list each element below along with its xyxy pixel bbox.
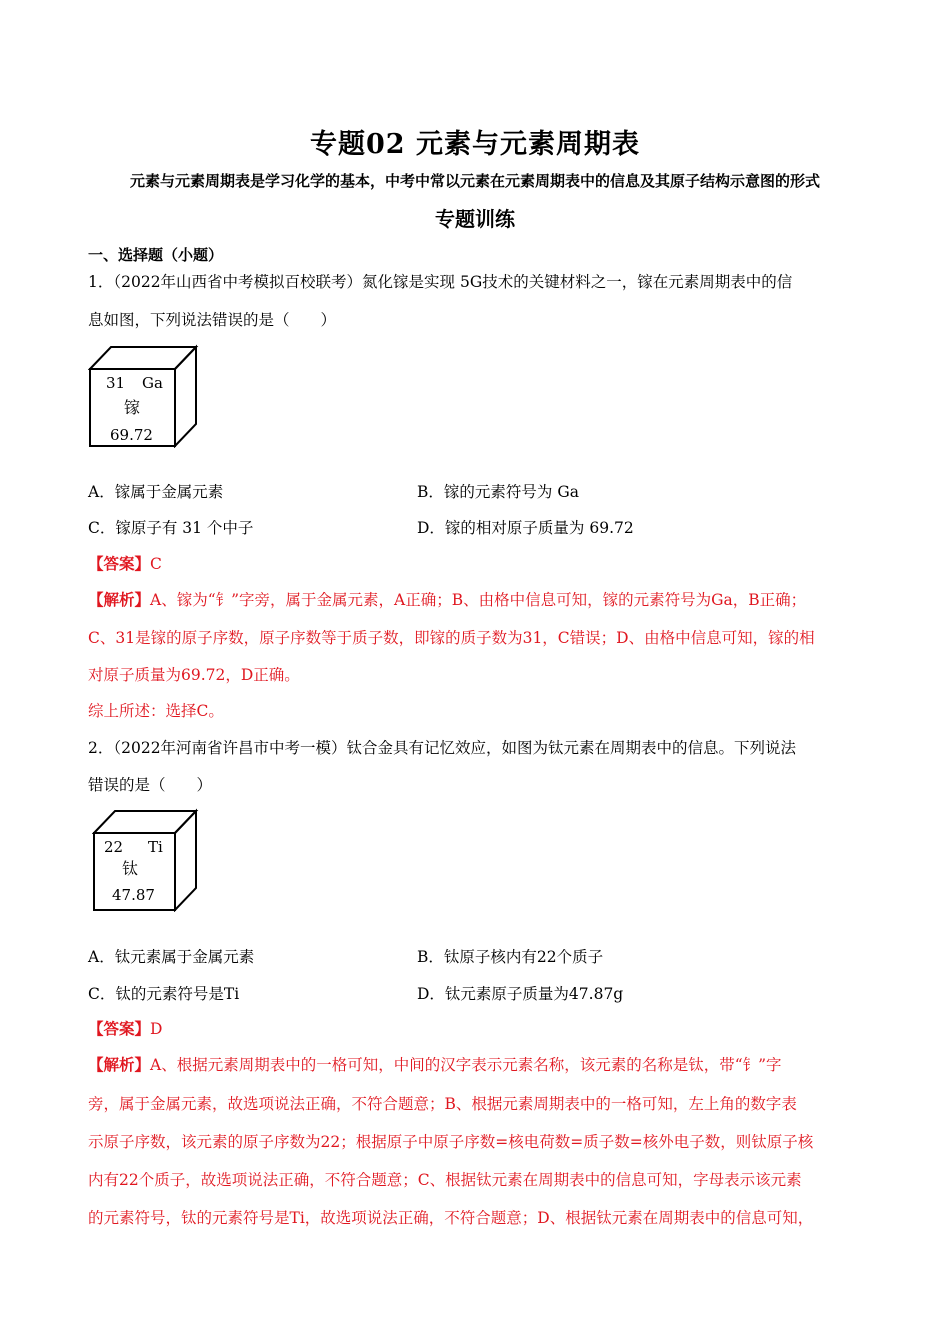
q2-tile-name: 钛: [122, 859, 139, 878]
q1-option-b: B．镓的元素符号为 Ga: [417, 483, 579, 501]
q2-analysis-line5: 的元素符号，钛的元素符号是Ti，故选项说法正确，不符合题意；D、根据钛元素在周期表中的信息可知，: [88, 1209, 814, 1227]
q2-answer-label: 【答案】: [88, 1019, 151, 1038]
q2-tile-symbol: Ti: [148, 838, 163, 856]
q2-option-c: C．钛的元素符号是Ti: [88, 985, 240, 1003]
page-subtitle: 元素与元素周期表是学习化学的基本，中考中常以元素在元素周期表中的信息及其原子结构示意图的形式: [129, 172, 820, 190]
page-title: 专题02 元素与元素周期表: [310, 129, 640, 160]
q1-answer-value: C: [150, 555, 162, 573]
q1-analysis-label: 【解析】: [88, 590, 151, 609]
q2-answer-value: D: [150, 1020, 163, 1038]
q1-answer-label: 【答案】: [88, 554, 151, 573]
q2-option-d: D．钛元素原子质量为47.87g: [417, 985, 624, 1003]
q1-option-a: A．镓属于金属元素: [88, 483, 224, 501]
q2-stem-line2: 错误的是（ ）: [88, 776, 213, 794]
q2-analysis-line2: 旁，属于金属元素，故选项说法正确，不符合题意；B、根据元素周期表中的一格可知，左上角的数字表: [88, 1095, 797, 1113]
q2-element-tile: [92, 808, 200, 916]
q1-option-c: C．镓原子有 31 个中子: [88, 519, 254, 537]
q2-option-a: A．钛元素属于金属元素: [88, 948, 255, 966]
q1-analysis-line3: 对原子质量为69.72，D正确。: [88, 666, 300, 684]
q1-tile-name: 镓: [124, 398, 141, 417]
q1-analysis-summary: 综上所述：选择C。: [88, 702, 224, 720]
q2-option-b: B．钛原子核内有22个质子: [417, 948, 604, 966]
q2-tile-number: 22: [104, 838, 124, 856]
q1-option-d: D．镓的相对原子质量为 69.72: [417, 519, 634, 537]
q1-tile-number: 31: [106, 374, 126, 392]
q1-answer: [88, 552, 162, 574]
q1-tile-symbol: Ga: [142, 374, 163, 392]
section-heading: 专题训练: [435, 207, 515, 231]
q2-answer: [88, 1017, 162, 1039]
q1-stem-line2: 息如图，下列说法错误的是（ ）: [88, 311, 337, 329]
q1-analysis-line1: 【解析】A、镓为“钅”字旁，属于金属元素，A正确；B、由格中信息可知，镓的元素符号为Ga，B正确；: [88, 590, 807, 609]
q2-tile-mass: 47.87: [112, 886, 155, 904]
q2-analysis-line4: 内有22个质子，故选项说法正确，不符合题意；C、根据钛元素在周期表中的信息可知，字母表示该元素: [88, 1171, 802, 1189]
section-label: 一、选择题（小题）: [88, 246, 224, 264]
q2-analysis-line1: 【解析】A、根据元素周期表中的一格可知，中间的汉字表示元素名称，该元素的名称是钛，带“钅”字: [88, 1055, 782, 1074]
q1-stem-line1: 1．（2022年山西省中考模拟百校联考）氮化镓是实现 5G技术的关键材料之一，镓在元素周期表中的信: [88, 273, 793, 291]
q2-analysis-line3: 示原子序数，该元素的原子序数为22；根据原子中原子序数=核电荷数=质子数=核外电子数，则钛原子核: [88, 1133, 814, 1151]
q1-analysis-line2: C、31是镓的原子序数，原子序数等于质子数，即镓的质子数为31，C错误；D、由格中信息可知，镓的相: [88, 629, 815, 647]
q1-element-tile: [88, 344, 200, 452]
q2-stem-line1: 2．（2022年河南省许昌市中考一模）钛合金具有记忆效应，如图为钛元素在周期表中的信息。下列说法: [88, 739, 797, 757]
q1-tile-mass: 69.72: [110, 426, 153, 444]
q2-analysis-label: 【解析】: [88, 1055, 151, 1074]
